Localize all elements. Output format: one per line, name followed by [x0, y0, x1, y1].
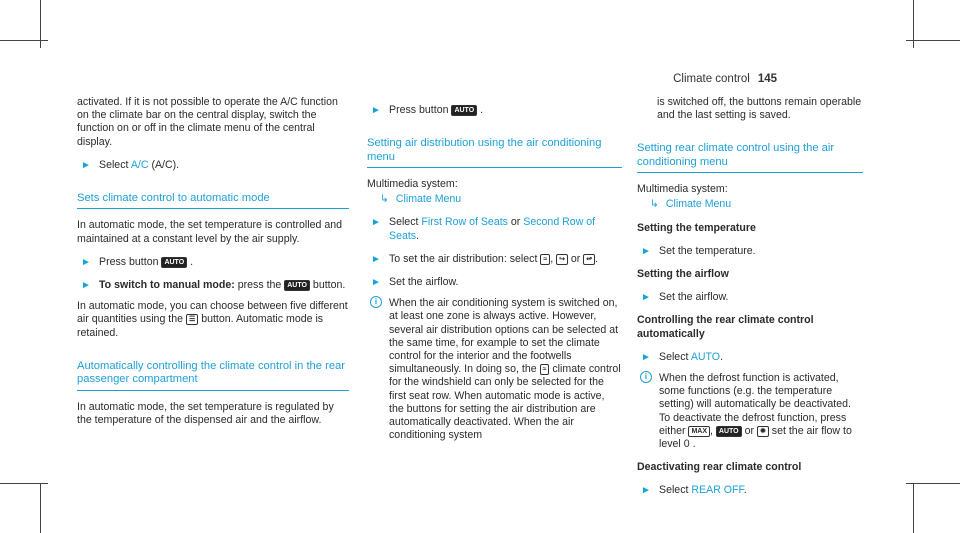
paragraph: activated. If it is not possible to operate the A/C function on the climate bar on the central display, switch the function on or off in the climate menu of the central display.	[77, 96, 338, 148]
info-icon: i	[370, 296, 382, 308]
arrow-icon: ►	[81, 159, 91, 171]
multimedia-label: Multimedia system:	[637, 183, 728, 196]
crop-mark	[906, 40, 960, 41]
auto-button-icon: AUTO	[284, 280, 310, 291]
section-heading: Setting air distribution using the air conditioning menu	[367, 137, 622, 168]
section-heading: Setting rear climate control using the air conditioning menu	[637, 142, 863, 173]
climate-menu-link[interactable]: Climate Menu	[395, 193, 462, 206]
instruction-step: ► Press button AUTO .	[371, 104, 484, 116]
column-2	[367, 96, 622, 448]
arrow-icon: ►	[641, 485, 651, 497]
instruction-step: ► Select AUTO.	[641, 350, 724, 363]
windshield-airflow-icon: ≈	[540, 364, 550, 375]
crop-mark	[0, 483, 48, 484]
instruction-step: ► Select REAR OFF.	[641, 484, 747, 497]
rear-off-link[interactable]: REAR OFF	[691, 484, 744, 497]
footwell-airflow-icon: ↫	[583, 254, 595, 265]
menu-path	[637, 198, 863, 211]
climate-menu-link[interactable]: Climate Menu	[665, 198, 732, 211]
subheading: Setting the temperature	[637, 221, 756, 234]
submenu-arrow-icon: ↳	[380, 193, 389, 206]
instruction-step: ► Select A/C (A/C).	[81, 158, 180, 171]
crop-mark	[913, 483, 914, 533]
menu-path	[367, 193, 622, 206]
arrow-icon: ►	[371, 253, 381, 265]
fan-icon: ☰	[186, 314, 198, 325]
page-header	[673, 73, 777, 85]
subheading: Setting the airflow	[637, 268, 729, 281]
upper-airflow-icon: ↪	[556, 254, 568, 265]
crop-mark	[0, 40, 48, 41]
section-heading: Automatically controlling the climate control in the rear passenger compartment	[77, 360, 349, 391]
multimedia-label: Multimedia system:	[367, 178, 458, 191]
max-defrost-icon: MAX	[688, 426, 710, 437]
arrow-icon: ►	[371, 217, 381, 229]
arrow-icon: ►	[81, 280, 91, 292]
crop-mark	[40, 483, 41, 533]
info-note: i When the defrost function is activated, some functions (e.g. the temperature setting) will automatically be deactivated. To deactivate the defrost function, press either MAX , AUTO or ✹ set the air flow to level 0 .	[637, 372, 863, 451]
windshield-airflow-icon: ≈	[540, 254, 550, 265]
paragraph: In automatic mode, you can choose between five different air quantities using the ☰ button. Automatic mode is retained.	[77, 300, 348, 339]
info-icon: i	[640, 371, 652, 383]
arrow-icon: ►	[641, 351, 651, 363]
section-title: Climate control	[673, 73, 750, 85]
column-1	[77, 96, 349, 433]
page-number: 145	[757, 73, 777, 85]
instruction-step: ► To set the air distribution: select ≈ , ↪ or ↫ .	[371, 252, 599, 265]
first-row-link[interactable]: First Row of Seats	[421, 216, 508, 229]
paragraph: In automatic mode, the set temperature is controlled and maintained at a constant level by the air supply.	[77, 219, 342, 245]
arrow-icon: ►	[371, 105, 381, 116]
instruction-step: ► Select First Row of Seats or Second Row of Seats.	[371, 216, 596, 242]
paragraph: In automatic mode, the set temperature is regulated by the temperature of the dispensed air and the airflow.	[77, 400, 334, 426]
crop-mark	[906, 483, 960, 484]
instruction-step: ► Set the airflow.	[641, 291, 729, 304]
arrow-icon: ►	[641, 292, 651, 304]
instruction-step: ► Set the airflow.	[371, 276, 459, 289]
auto-button-icon: AUTO	[716, 426, 742, 437]
subheading: Controlling the rear climate control automatically	[637, 314, 814, 340]
submenu-arrow-icon: ↳	[650, 198, 659, 211]
column-3	[637, 96, 863, 506]
info-note: i When the air conditioning system is switched on, at least one zone is always active. However, several air distribution options can be selected at the same time, for example to set the climate control for the interior and the footwells simultaneously. In doing so, the ≈ climate control for the windshield can only be selected for the first seat row. When automatic mode is active, the buttons for setting the air distribution are automatically deactivated. When the air conditioning system	[367, 297, 622, 442]
instruction-step: ► Press button AUTO .	[81, 255, 194, 268]
second-row-link[interactable]: Second Row of Seats	[389, 216, 596, 242]
fan-icon: ✹	[757, 426, 769, 437]
instruction-step: ► Set the temperature.	[641, 244, 756, 257]
auto-button-icon: AUTO	[161, 257, 187, 268]
instruction-step: ► To switch to manual mode: press the AUTO button.	[81, 279, 346, 292]
section-heading: Sets climate control to automatic mode	[77, 192, 349, 209]
auto-link[interactable]: AUTO	[690, 350, 721, 363]
arrow-icon: ►	[371, 277, 381, 289]
ac-link[interactable]: A/C	[130, 158, 149, 171]
paragraph: is switched off, the buttons remain operable and the last setting is saved.	[657, 96, 862, 122]
auto-button-icon: AUTO	[451, 105, 477, 116]
arrow-icon: ►	[641, 245, 651, 257]
arrow-icon: ►	[81, 256, 91, 268]
subheading: Deactivating rear climate control	[637, 461, 802, 474]
